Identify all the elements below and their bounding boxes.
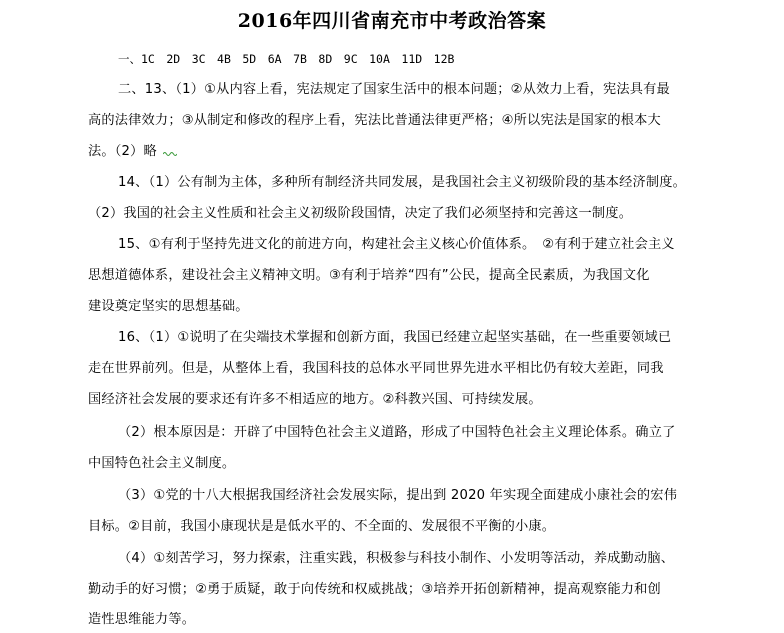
spellcheck-squiggle-icon xyxy=(163,151,177,157)
answer-line-16-9: 勤动手的好习惯；②勇于质疑，敢于向传统和权威挑战；③培养开拓创新精神，提高观察能力和创 xyxy=(88,582,661,597)
answer-line-16-3: 国经济社会发展的要求还有许多不相适应的地方。②科教兴国、可持续发展。 xyxy=(88,392,542,407)
answer-line-13-3 xyxy=(88,143,177,161)
answer-line-15-1: 15、①有利于坚持先进文化的前进方向，构建社会主义核心价值体系。 ②有利于建立社会主义 xyxy=(118,237,675,252)
answer-line-13-2: 高的法律效力；③从制定和修改的程序上看，宪法比普通法律更严格；④所以宪法是国家的根本大 xyxy=(88,113,661,128)
answer-line-14-2: （2）我国的社会主义性质和社会主义初级阶段国情，决定了我们必须坚持和完善这一制度。 xyxy=(88,206,633,221)
answer-line-15-3: 建设奠定坚实的思想基础。 xyxy=(88,299,249,314)
answer-line-16-1: 16、（1）①说明了在尖端技术掌握和创新方面，我国已经建立起坚实基础，在一些重要领域已 xyxy=(118,330,672,345)
answer-line-16-4: （2）根本原因是：开辟了中国特色社会主义道路，形成了中国特色社会主义理论体系。确立了 xyxy=(118,425,676,440)
answer-line-16-8: （4）①刻苦学习，努力探索，注重实践，积极参与科技小制作、小发明等活动，养成勤动脑、 xyxy=(118,551,675,566)
answer-line-16-6: （3）①党的十八大根据我国经济社会发展实际，提出到 2020 年实现全面建成小康社会的宏伟 xyxy=(118,488,678,503)
answer-line-14-1: 14、（1）公有制为主体，多种所有制经济共同发展，是我国社会主义初级阶段的基本经济制度。 xyxy=(118,175,687,190)
answer-line-13-1: 二、13、（1）①从内容上看，宪法规定了国家生活中的根本问题；②从效力上看，宪法具有最 xyxy=(118,82,670,97)
multiple-choice-answers: 一、1C 2D 3C 4B 5D 6A 7B 8D 9C 10A 11D 12B xyxy=(118,52,455,66)
answer-line-16-2: 走在世界前列。但是，从整体上看，我国科技的总体水平同世界先进水平相比仍有较大差距，同我 xyxy=(88,361,664,376)
answer-line-16-10: 造性思维能力等。 xyxy=(88,612,196,627)
answer-line-16-7: 目标。②目前，我国小康现状是是低水平的、不全面的、发展很不平衡的小康。 xyxy=(88,519,556,534)
answer-line-16-5: 中国特色社会主义制度。 xyxy=(88,456,236,471)
answer-line-13-3-text: 法。（2）略 xyxy=(88,144,157,159)
answer-line-15-2: 思想道德体系，建设社会主义精神文明。③有利于培养“四有”公民，提高全民素质，为我国文化 xyxy=(88,268,650,283)
document-title: 2016年四川省南充市中考政治答案 xyxy=(237,10,547,32)
